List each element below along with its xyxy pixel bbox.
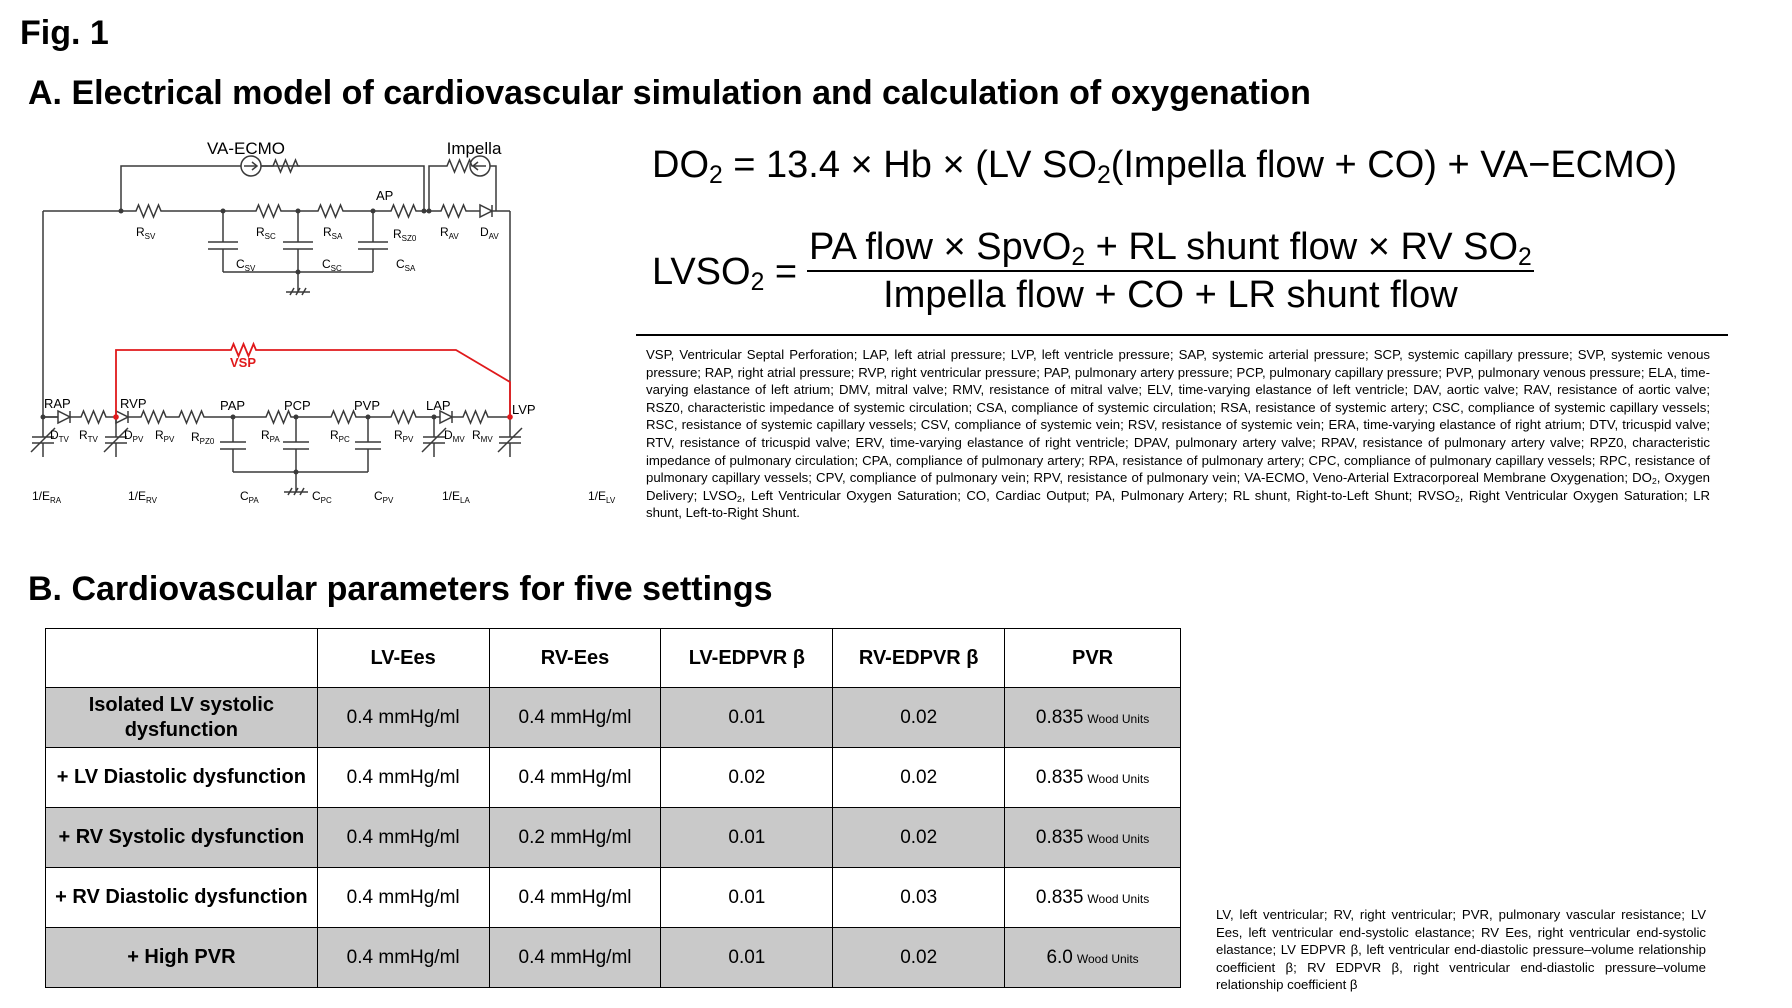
label-ap: AP xyxy=(376,188,394,203)
label-rtv: $R_{TV}$ xyxy=(79,428,98,444)
label-dav: $D_{AV}$ xyxy=(480,225,499,241)
label-vsp: VSP xyxy=(229,355,257,370)
label-cpv: $C_{PV}$ xyxy=(374,489,394,505)
cell-rv-ees: 0.4 mmHg/ml xyxy=(489,688,661,748)
circuit-svg xyxy=(28,132,630,542)
label-rsv: $R_{SV}$ xyxy=(136,225,156,241)
label-rpc: $R_{PC}$ xyxy=(330,428,350,444)
cell-lv-ees: 0.4 mmHg/ml xyxy=(317,868,489,928)
table-header: LV-EDPVR β xyxy=(661,629,833,688)
table-row xyxy=(46,688,1181,748)
cell-pvr: 6.0 Wood Units xyxy=(1005,928,1181,988)
equation-lvso2 xyxy=(652,226,1534,318)
cell-lv-ees: 0.4 mmHg/ml xyxy=(317,748,489,808)
label-elv: $1/E_{LV}$ xyxy=(588,489,616,505)
cell-pvr: 0.835 Wood Units xyxy=(1005,808,1181,868)
cell-rv-edpvr: 0.02 xyxy=(833,808,1005,868)
equation-lhs: $LVSO_2$ = xyxy=(652,250,798,296)
label-rpa: $R_{PA}$ xyxy=(261,428,280,444)
section-a-title: A. Electrical model of cardiovascular simulation and calculation of oxygenation xyxy=(28,74,1311,112)
label-rsc: $R_{SC}$ xyxy=(256,225,276,241)
cell-rv-ees: 0.4 mmHg/ml xyxy=(489,868,661,928)
cell-pvr: 0.835 Wood Units xyxy=(1005,688,1181,748)
cell-lv-ees: 0.4 mmHg/ml xyxy=(317,808,489,868)
label-rpv-vein: $R_{PV}$ xyxy=(394,428,414,444)
row-label: Isolated LV systolic dysfunction xyxy=(46,688,318,748)
table-row xyxy=(46,868,1181,928)
cell-rv-edpvr: 0.02 xyxy=(833,928,1005,988)
label-dpv: $D_{PV}$ xyxy=(124,428,144,444)
cell-rv-ees: 0.4 mmHg/ml xyxy=(489,748,661,808)
label-pap: PAP xyxy=(220,398,246,413)
label-rpv: $R_{PV}$ xyxy=(155,428,175,444)
table-header: LV-Ees xyxy=(317,629,489,688)
cell-lv-edpvr: 0.02 xyxy=(661,748,833,808)
table-row xyxy=(46,928,1181,988)
row-label: + LV Diastolic dysfunction xyxy=(46,748,318,808)
equation-fraction xyxy=(807,226,1534,318)
label-dmv: $D_{MV}$ xyxy=(444,428,465,444)
equation-numerator: PA flow × SpvO$_2$ + RL shunt flow × RV $SO_2$ xyxy=(809,226,1532,272)
parameters-table xyxy=(45,628,1181,988)
equation-do2: $DO_2 = 13.4 \times Hb \times (LV$ $SO_2(Impella$ flow + CO) + VA−ECMO) xyxy=(652,144,1677,190)
abbreviations-a: VSP, Ventricular Septal Perforation; LAP, left atrial pressure; LVP, left ventricle pressure; SAP, systemic arterial pressure; SCP, systemic capillary pressure; SVP, systemic venous pressure; RAP, right atrial pressure; RVP, right ventricular pressure; PAP, pulmonary artery pressure; PCP, pulmonary capillary pressure; PVP, pulmonary venous pressure; ELA, time-varying elastance of left atrium; DMV, mitral valve; RMV, resistance of mitral valve; ELV, time-varying elastance of left ventricle; DAV, aortic valve; RAV, resistance of aortic valve; RSZ0, characteristic impedance of systemic circulation; CSA, compliance of systemic circulation; RSA, resistance of systemic artery; CSC, compliance of systemic capillary vessels; RSC, resistance of systemic capillary vessels; CSV, compliance of systemic vein; RSV, resistance of systemic vein; ERA, time-varying elastance of right atrium; DTV, tricuspid valve; RTV, resistance of tricuspid valve; ERV, time-varying elastance of right ventricle; DPAV, pulmonary artery valve; RPAV, resistance of pulmonary artery valve; RPZ0, characteristic impedance of pulmonary circulation; CPA, compliance of pulmonary artery; RPA, resistance of pulmonary artery; CPC, compliance of pulmonary capillary vessels; RPC, resistance of pulmonary capillary vessels; CPV, compliance of pulmonary vein; RPV, resistance of pulmonary vein; VA-ECMO, Veno-Arterial Extracorporeal Membrane Oxygenation; $DO_2$, Oxygen Delivery; $LVSO_2$, Left Ventricular Oxygen Saturation; CO, Cardiac Output; PA, Pulmonary Artery; RL shunt, Right-to-Left Shunt; $RVSO_2$, Right Ventricular Oxygen Saturation; LR shunt, Left-to-Right Shunt. xyxy=(646,347,1711,521)
label-va-ecmo: VA-ECMO xyxy=(206,139,286,158)
label-pcp: PCP xyxy=(284,398,311,413)
label-csv: $C_{SV}$ xyxy=(236,257,256,273)
label-rap: RAP xyxy=(44,396,71,411)
table-header xyxy=(46,629,318,688)
row-label: + RV Systolic dysfunction xyxy=(46,808,318,868)
label-erv: $1/E_{RV}$ xyxy=(128,489,157,505)
table-header: RV-Ees xyxy=(489,629,661,688)
label-ela: $1/E_{LA}$ xyxy=(442,489,470,505)
label-era: $1/E_{RA}$ xyxy=(32,489,62,505)
label-rsa: $R_{SA}$ xyxy=(323,225,343,241)
label-rvp: RVP xyxy=(120,396,147,411)
circuit-diagram xyxy=(28,132,630,542)
cell-rv-edpvr: 0.02 xyxy=(833,748,1005,808)
table-row xyxy=(46,808,1181,868)
cell-lv-edpvr: 0.01 xyxy=(661,928,833,988)
cell-rv-ees: 0.2 mmHg/ml xyxy=(489,808,661,868)
row-label: + High PVR xyxy=(46,928,318,988)
label-csc: $C_{SC}$ xyxy=(322,257,342,273)
cell-rv-ees: 0.4 mmHg/ml xyxy=(489,928,661,988)
table-row xyxy=(46,748,1181,808)
equation-denominator: Impella flow + CO + LR shunt flow xyxy=(883,274,1458,316)
cell-lv-ees: 0.4 mmHg/ml xyxy=(317,928,489,988)
label-dtv: $D_{TV}$ xyxy=(50,428,69,444)
cell-rv-edpvr: 0.03 xyxy=(833,868,1005,928)
divider-rule xyxy=(636,334,1728,336)
cell-lv-edpvr: 0.01 xyxy=(661,688,833,748)
label-rav: $R_{AV}$ xyxy=(440,225,459,241)
label-cpc: $C_{PC}$ xyxy=(312,489,332,505)
label-csa: $C_{SA}$ xyxy=(396,257,416,273)
table-header: PVR xyxy=(1005,629,1181,688)
table-header-row xyxy=(46,629,1181,688)
row-label: + RV Diastolic dysfunction xyxy=(46,868,318,928)
cell-lv-edpvr: 0.01 xyxy=(661,808,833,868)
abbreviations-b: LV, left ventricular; RV, right ventricular; PVR, pulmonary vascular resistance; LV Ees, left ventricular end-systolic elastance; RV Ees, right ventricular end-systolic elastance; LV EDPVR β, left ventricular end-diastolic pressure–volume relationship coefficient β; RV EDPVR β, right ventricular end-diastolic pressure–volume relationship coefficient β xyxy=(1216,907,1706,993)
cell-pvr: 0.835 Wood Units xyxy=(1005,868,1181,928)
cell-pvr: 0.835 Wood Units xyxy=(1005,748,1181,808)
label-rsz0: $R_{SZ0}$ xyxy=(393,227,417,243)
cell-lv-edpvr: 0.01 xyxy=(661,868,833,928)
cell-lv-ees: 0.4 mmHg/ml xyxy=(317,688,489,748)
label-lvp: LVP xyxy=(512,402,536,417)
table-header: RV-EDPVR β xyxy=(833,629,1005,688)
label-lap: LAP xyxy=(426,398,451,413)
label-cpa: $C_{PA}$ xyxy=(240,489,259,505)
section-b-title: B. Cardiovascular parameters for five settings xyxy=(28,570,773,608)
cell-rv-edpvr: 0.02 xyxy=(833,688,1005,748)
label-impella: Impella xyxy=(446,139,502,158)
figure-label: Fig. 1 xyxy=(20,14,109,52)
label-pvp: PVP xyxy=(354,398,381,413)
label-rmv: $R_{MV}$ xyxy=(472,428,493,444)
label-rpz0: $R_{PZ0}$ xyxy=(191,430,215,446)
